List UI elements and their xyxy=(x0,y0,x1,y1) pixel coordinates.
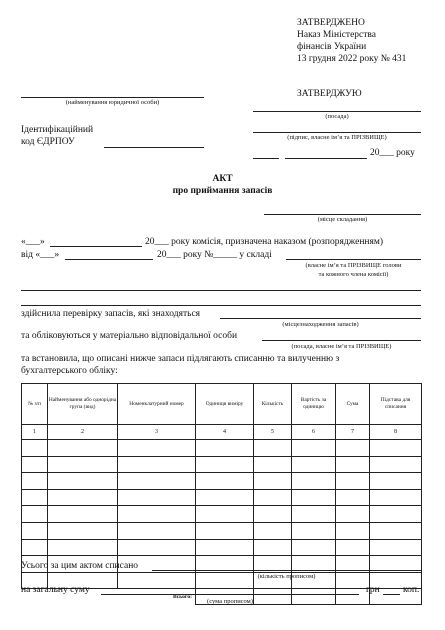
table-cell[interactable] xyxy=(254,473,292,490)
approved-line-2: фінансів України xyxy=(297,42,367,52)
table-cell[interactable] xyxy=(292,522,336,539)
edrpou-line[interactable] xyxy=(104,147,204,148)
approve-date-suffix: 20___ року xyxy=(370,148,415,158)
commission-members-line[interactable] xyxy=(286,259,421,260)
col-number-8: 8 xyxy=(370,425,422,440)
order-number-month-line[interactable] xyxy=(65,259,153,260)
table-cell[interactable] xyxy=(254,522,292,539)
table-cell[interactable] xyxy=(22,473,48,490)
approve-title: ЗАТВЕРДЖУЮ xyxy=(297,89,362,99)
order-text: 20___ року комісія, призначена наказом (розпорядженням) xyxy=(145,237,384,247)
col-header-reason: Підстава для списання xyxy=(370,384,422,425)
table-cell[interactable] xyxy=(292,539,336,556)
table-cell[interactable] xyxy=(196,473,254,490)
table-cell[interactable] xyxy=(336,522,370,539)
col-header-name: Найменування або однорідна група (вид) xyxy=(48,384,118,425)
table-cell[interactable] xyxy=(370,539,422,556)
table-row[interactable] xyxy=(22,539,422,556)
table-cell[interactable] xyxy=(48,506,118,523)
col-header-item-number: Номенклатурний номер xyxy=(118,384,196,425)
approved-line-1: Наказ Міністерства xyxy=(297,30,376,40)
table-cell[interactable] xyxy=(336,473,370,490)
table-cell[interactable] xyxy=(118,506,196,523)
doc-title: АКТ xyxy=(212,174,233,184)
col-header-unit-price: Вартість за одиницю xyxy=(292,384,336,425)
sum-words-caption: (сума прописом) xyxy=(207,598,253,605)
table-cell[interactable] xyxy=(292,473,336,490)
table-cell[interactable] xyxy=(254,539,292,556)
table-cell[interactable] xyxy=(48,440,118,457)
table-cell[interactable] xyxy=(370,522,422,539)
table-cell[interactable] xyxy=(292,506,336,523)
signature-line[interactable] xyxy=(253,132,421,133)
currency-label: грн xyxy=(366,585,380,595)
inspected-text: здійснила перевірку запасів, які знаходяться xyxy=(21,309,201,319)
members-line-2[interactable] xyxy=(21,290,421,291)
table-cell[interactable] xyxy=(336,489,370,506)
doc-subtitle: про приймання запасів xyxy=(172,186,273,196)
table-cell[interactable] xyxy=(196,456,254,473)
org-name-line[interactable] xyxy=(21,97,204,98)
table-cell[interactable] xyxy=(118,539,196,556)
col-header-sum: Сума xyxy=(336,384,370,425)
table-cell[interactable] xyxy=(292,489,336,506)
col-number-1: 1 xyxy=(22,425,48,440)
table-cell[interactable] xyxy=(370,473,422,490)
table-cell[interactable] xyxy=(22,456,48,473)
table-cell[interactable] xyxy=(118,522,196,539)
table-cell[interactable] xyxy=(370,489,422,506)
table-row[interactable] xyxy=(22,440,422,457)
table-row[interactable] xyxy=(22,522,422,539)
col-number-2: 2 xyxy=(48,425,118,440)
table-cell[interactable] xyxy=(292,440,336,457)
table-cell[interactable] xyxy=(336,539,370,556)
table-cell[interactable] xyxy=(48,456,118,473)
table-cell[interactable] xyxy=(118,473,196,490)
table-cell[interactable] xyxy=(22,506,48,523)
table-cell[interactable] xyxy=(370,456,422,473)
table-cell[interactable] xyxy=(336,440,370,457)
members-line-3[interactable] xyxy=(21,305,421,306)
location-line[interactable] xyxy=(220,318,421,319)
table-cell[interactable] xyxy=(48,539,118,556)
table-cell[interactable] xyxy=(254,506,292,523)
total-label: Всього: xyxy=(172,594,192,601)
responsible-person-line[interactable] xyxy=(262,340,421,341)
edrpou-label-1: Ідентифікаційний xyxy=(21,125,94,135)
table-cell[interactable] xyxy=(22,539,48,556)
approve-day-line[interactable] xyxy=(253,158,279,159)
table-cell[interactable] xyxy=(118,456,196,473)
table-cell[interactable] xyxy=(254,489,292,506)
kop-label: коп. xyxy=(403,585,420,595)
col-header-unit: Одиниця виміру xyxy=(196,384,254,425)
quantity-words-caption: (кількість прописом) xyxy=(257,573,316,580)
table-cell[interactable] xyxy=(48,522,118,539)
signature-caption: (підпис, власне ім’я та ПРІЗВИЩЕ) xyxy=(287,134,387,141)
table-cell[interactable] xyxy=(22,440,48,457)
total-sum-label: на загальну суму xyxy=(21,585,90,595)
edrpou-label-2: код ЄДРПОУ xyxy=(21,137,75,147)
position-caption: (посада) xyxy=(325,113,349,120)
table-cell[interactable] xyxy=(22,489,48,506)
members-caption-1: (власне ім’я та ПРІЗВИЩЕ голови xyxy=(305,262,402,269)
table-cell[interactable] xyxy=(196,489,254,506)
table-cell[interactable] xyxy=(118,489,196,506)
table-cell[interactable] xyxy=(48,473,118,490)
table-cell[interactable] xyxy=(196,440,254,457)
table-cell[interactable] xyxy=(292,456,336,473)
approve-month-line[interactable] xyxy=(285,158,367,159)
table-row[interactable] xyxy=(22,506,422,523)
table-cell[interactable] xyxy=(254,456,292,473)
table-row[interactable] xyxy=(22,456,422,473)
established-line-2: бухгалтерського обліку: xyxy=(21,366,118,376)
accounted-text: та обліковуються у матеріально відповідальної особи xyxy=(21,331,238,341)
table-column-numbers-row xyxy=(22,425,422,440)
table-row[interactable] xyxy=(22,473,422,490)
quantity-words-line[interactable] xyxy=(152,570,421,571)
order-number-text: 20___ року №_____ у складі xyxy=(157,250,272,260)
table-cell[interactable] xyxy=(196,506,254,523)
col-number-3: 3 xyxy=(118,425,196,440)
col-number-4: 4 xyxy=(196,425,254,440)
col-number-6: 6 xyxy=(292,425,336,440)
table-cell[interactable] xyxy=(336,506,370,523)
table-cell[interactable] xyxy=(196,539,254,556)
table-cell[interactable] xyxy=(196,522,254,539)
table-cell[interactable] xyxy=(48,489,118,506)
location-caption: (місцезнаходження запасів) xyxy=(282,321,359,328)
table-cell[interactable] xyxy=(118,440,196,457)
approved-title: ЗАТВЕРДЖЕНО xyxy=(297,18,365,28)
sum-words-line[interactable] xyxy=(101,594,359,595)
order-number-prefix: від «___» xyxy=(21,250,60,260)
col-number-7: 7 xyxy=(336,425,370,440)
col-header-number: № з/п xyxy=(22,384,48,425)
members-caption-2: та кожного члена комісії) xyxy=(318,271,389,278)
table-header-row xyxy=(22,384,422,425)
established-line-1: та встановила, що описані нижче запаси підлягають списанню та вилученню з xyxy=(21,354,340,364)
table-cell[interactable] xyxy=(370,506,422,523)
place-line[interactable] xyxy=(264,214,421,215)
table-row[interactable] xyxy=(22,489,422,506)
table-cell[interactable] xyxy=(370,440,422,457)
table-cell[interactable] xyxy=(22,522,48,539)
position-line[interactable] xyxy=(253,111,421,112)
order-date-quote: «___» xyxy=(21,237,45,247)
kop-line[interactable] xyxy=(383,594,400,595)
total-written-label: Усього за цим актом списано xyxy=(21,561,139,571)
table-cell[interactable] xyxy=(336,456,370,473)
place-caption: (місце складання) xyxy=(317,216,368,223)
col-header-quantity: Кількість xyxy=(254,384,292,425)
responsible-caption: (посада, власне ім’я та ПРІЗВИЩЕ) xyxy=(291,343,392,350)
order-month-line[interactable] xyxy=(50,246,142,247)
table-cell[interactable] xyxy=(254,440,292,457)
org-name-caption: (найменування юридичної особи) xyxy=(65,99,160,106)
col-number-5: 5 xyxy=(254,425,292,440)
approved-line-3: 13 грудня 2022 року № 431 xyxy=(297,54,407,64)
